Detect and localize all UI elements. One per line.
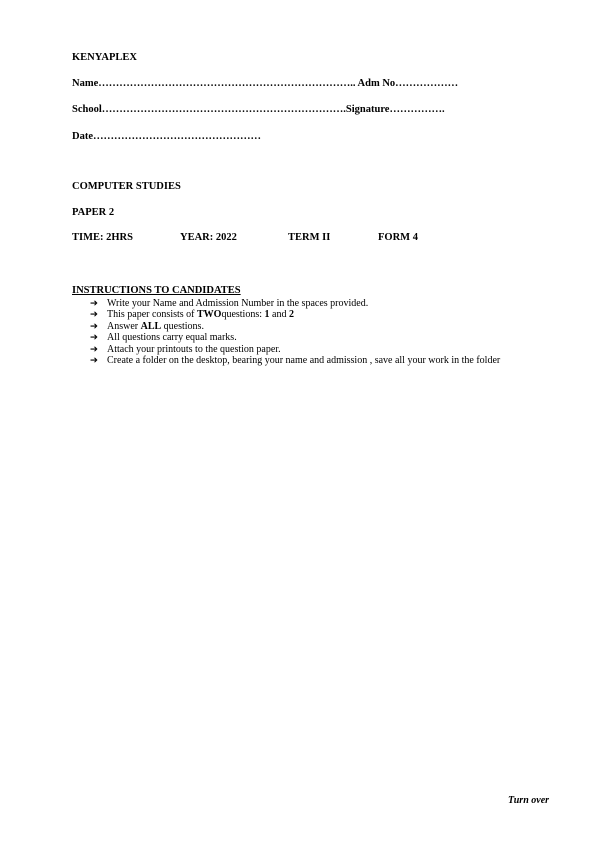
list-item bbox=[90, 344, 560, 355]
instruction-text: Create a folder on the desktop, bearing your name and admission , save all your work in the folder bbox=[107, 355, 501, 367]
instruction-text: Answer ALL questions. bbox=[107, 320, 204, 332]
exam-term: TERM II bbox=[288, 232, 331, 243]
right-arrow-icon: ➔ bbox=[90, 343, 98, 355]
list-item bbox=[90, 298, 560, 309]
turn-over-note: Turn over bbox=[508, 795, 550, 806]
subject-heading: COMPUTER STUDIES bbox=[72, 181, 181, 192]
page-title: KENYAPLEX bbox=[72, 52, 137, 63]
instructions-list bbox=[90, 298, 560, 366]
list-item bbox=[90, 309, 560, 320]
exam-time: TIME: 2HRS bbox=[72, 232, 133, 243]
right-arrow-icon: ➔ bbox=[90, 332, 98, 344]
instruction-text: All questions carry equal marks. bbox=[107, 332, 237, 344]
list-item bbox=[90, 321, 560, 332]
instruction-text: This paper consists of TWOquestions: 1 and 2 bbox=[107, 309, 294, 321]
instruction-text: Attach your printouts to the question paper. bbox=[107, 343, 281, 355]
right-arrow-icon: ➔ bbox=[90, 320, 98, 332]
school-field-line: School…………………………………………………………….Signature……………. bbox=[72, 104, 445, 115]
date-field-line: Date………………………………………… bbox=[72, 131, 261, 142]
instruction-text: Write your Name and Admission Number in the spaces provided. bbox=[107, 298, 369, 309]
right-arrow-icon: ➔ bbox=[90, 309, 98, 321]
instructions-heading: INSTRUCTIONS TO CANDIDATES bbox=[72, 285, 241, 296]
right-arrow-icon: ➔ bbox=[90, 298, 98, 309]
paper-number: PAPER 2 bbox=[72, 207, 115, 218]
name-field-line: Name……………………………………………………………….. Adm No……………… bbox=[72, 78, 459, 89]
right-arrow-icon: ➔ bbox=[90, 355, 98, 367]
exam-year: YEAR: 2022 bbox=[180, 232, 237, 243]
list-item bbox=[90, 355, 560, 366]
exam-form: FORM 4 bbox=[378, 232, 418, 243]
list-item bbox=[90, 332, 560, 343]
